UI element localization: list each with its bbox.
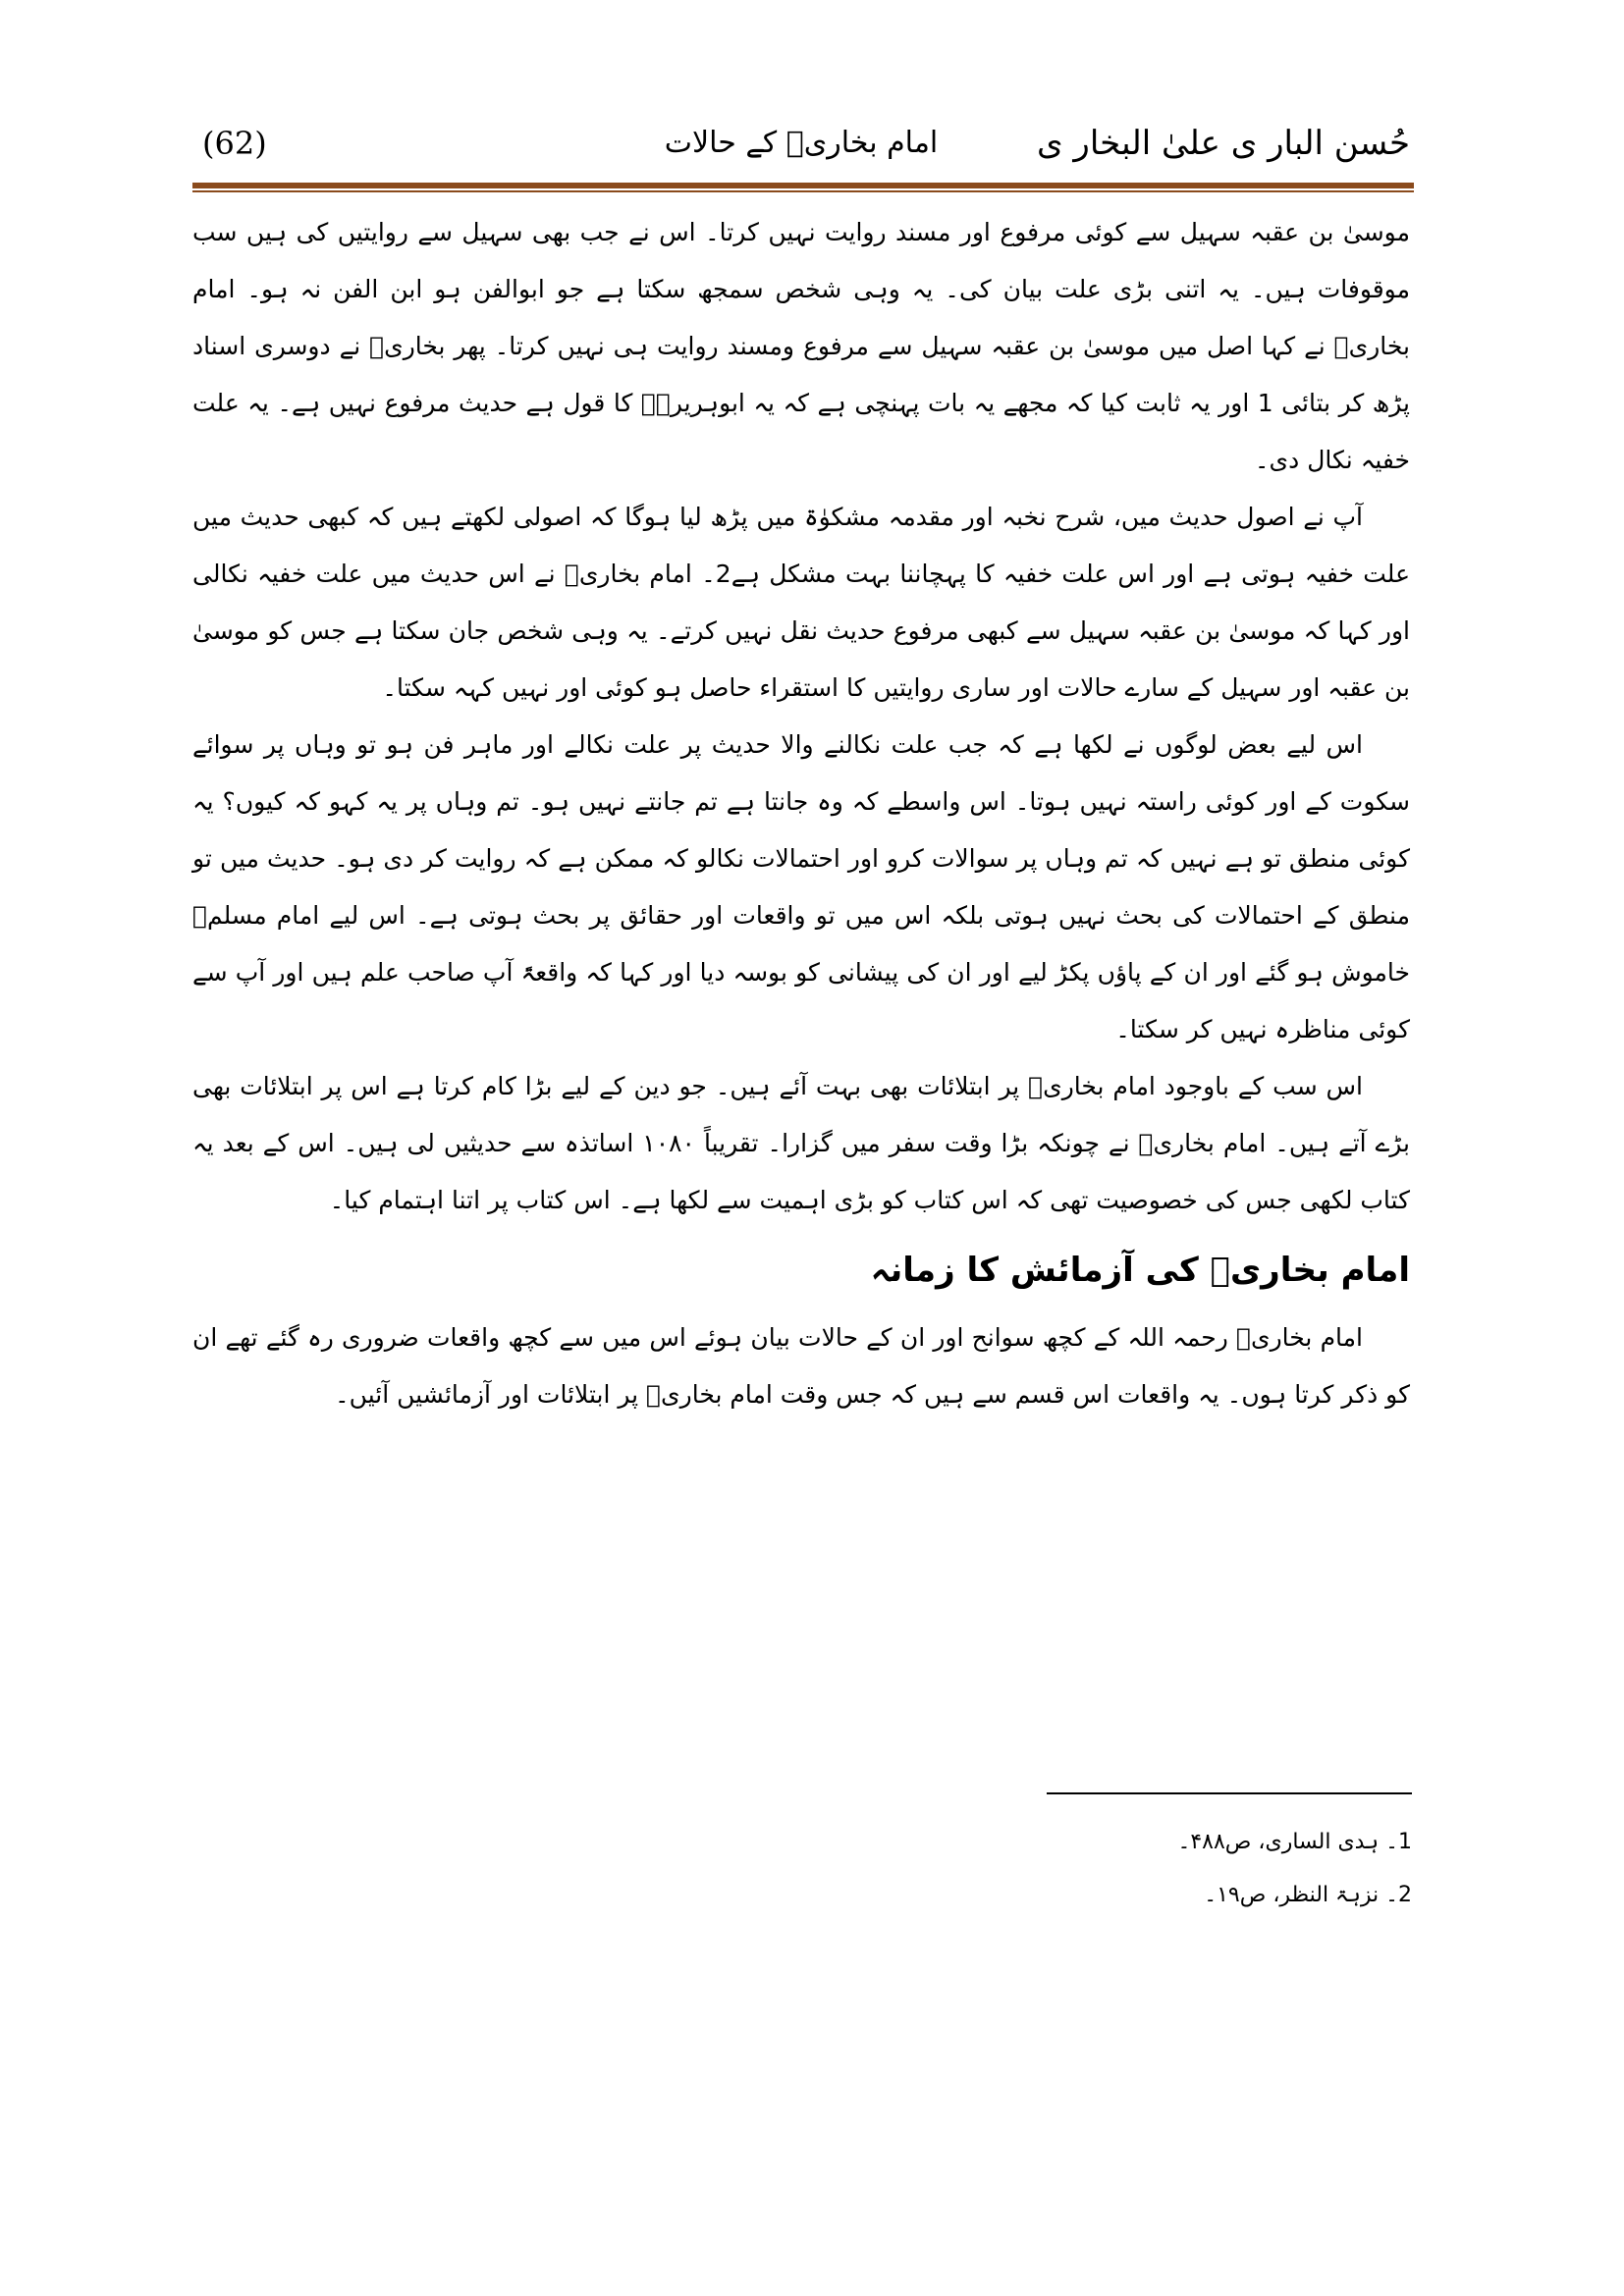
paragraph: موسیٰ بن عقبہ سہیل سے کوئی مرفوع اور مسند روایت نہیں کرتا۔ اس نے جب بھی سہیل سے روایتیں کی ہیں سب موقوفات ہیں۔ یہ اتنی بڑی علت بیان کی۔ یہ وہی شخص سمجھ سکتا ہے جو ابوالفن ہو ابن الفن نہ ہو۔ امام بخاریؒ نے کہا اصل میں موسیٰ بن عقبہ سہیل سے مرفوع ومسند روایت ہی نہیں کرتا۔ پھر بخاریؒ نے دوسری اسناد پڑھ کر بتائی 1 اور یہ ثابت کیا کہ مجھے یہ بات پہنچی ہے کہ یہ ابوہریرہؓ کا قول ہے حدیث مرفوع نہیں ہے۔ یہ علت خفیہ نکال دی۔ <box>192 218 1410 474</box>
page-header <box>192 116 1410 171</box>
footnotes <box>1047 1816 1412 1922</box>
paragraph: اس لیے بعض لوگوں نے لکھا ہے کہ جب علت نکالنے والا حدیث پر علت نکالے اور ماہر فن ہو تو وہاں پر سوائے سکوت کے اور کوئی راستہ نہیں ہوتا۔ اس واسطے کہ وہ جانتا ہے تم جانتے نہیں ہو۔ تم وہاں پر یہ کہو کہ کیوں؟ یہ کوئی منطق تو ہے نہیں کہ تم وہاں پر سوالات کرو اور احتمالات نکالو کہ ممکن ہے کہ روایت کر دی ہو۔ حدیث میں تو منطق کے احتمالات کی بحث نہیں ہوتی بلکہ اس میں تو واقعات اور حقائق پر بحث ہوتی ہے۔ اس لیے امام مسلمؒ خاموش ہو گئے اور ان کے پاؤں پکڑ لیے اور ان کی پیشانی کو بوسہ دیا اور کہا کہ واقعۃً آپ صاحب علم ہیں اور آپ سے کوئی مناظرہ نہیں کر سکتا۔ <box>192 730 1410 1043</box>
main-content <box>192 204 1410 1423</box>
section-heading: امام بخاریؒ کی آزمائش کا زمانہ <box>870 1251 1410 1290</box>
paragraph: آپ نے اصول حدیث میں، شرح نخبہ اور مقدمہ مشکوٰۃ میں پڑھ لیا ہوگا کہ اصولی لکھتے ہیں کہ کبھی حدیث میں علت خفیہ ہوتی ہے اور اس علت خفیہ کا پہچاننا بہت مشکل ہے2۔ امام بخاریؒ نے اس حدیث میں علت خفیہ نکالی اور کہا کہ موسیٰ بن عقبہ سہیل سے کبھی مرفوع حدیث نقل نہیں کرتے۔ یہ وہی شخص جان سکتا ہے جس کو موسیٰ بن عقبہ اور سہیل کے سارے حالات اور ساری روایتیں کا استقراء حاصل ہو کوئی اور نہیں کہہ سکتا۔ <box>192 503 1410 702</box>
chapter-title: امام بخاریؒ کے حالات <box>664 126 939 160</box>
header-rule-thick <box>192 183 1414 188</box>
footnote-separator <box>1047 1792 1412 1794</box>
paragraph: اس سب کے باوجود امام بخاریؒ پر ابتلائات بھی بہت آئے ہیں۔ جو دین کے لیے بڑا کام کرتا ہے اس پر ابتلائات بھی بڑے آتے ہیں۔ امام بخاریؒ نے چونکہ بڑا وقت سفر میں گزارا۔ تقریباً ۱۰۸۰ اساتذہ سے حدیثیں لی ہیں۔ اس کے بعد یہ کتاب لکھی جس کی خصوصیت تھی کہ اس کتاب کو بڑی اہمیت سے لکھا ہے۔ اس کتاب پر اتنا اہتمام کیا۔ <box>192 1072 1410 1214</box>
footnote: 1۔ ہدی الساری، ص۴۸۸۔ <box>1177 1830 1412 1854</box>
book-title: حُسن البار ی علیٰ البخار ی <box>1036 124 1410 163</box>
page-number: (62) <box>202 125 267 162</box>
footnote: 2۔ نزہۃ النظر، ص۱۹۔ <box>1204 1883 1412 1907</box>
paragraph: امام بخاریؒ رحمہ اللہ کے کچھ سوانح اور ان کے حالات بیان ہوئے اس میں سے کچھ واقعات ضروری رہ گئے تھے ان کو ذکر کرتا ہوں۔ یہ واقعات اس قسم سے ہیں کہ جس وقت امام بخاریؒ پر ابتلائات اور آزمائشیں آئیں۔ <box>192 1323 1410 1409</box>
header-rule-thin <box>192 190 1414 192</box>
